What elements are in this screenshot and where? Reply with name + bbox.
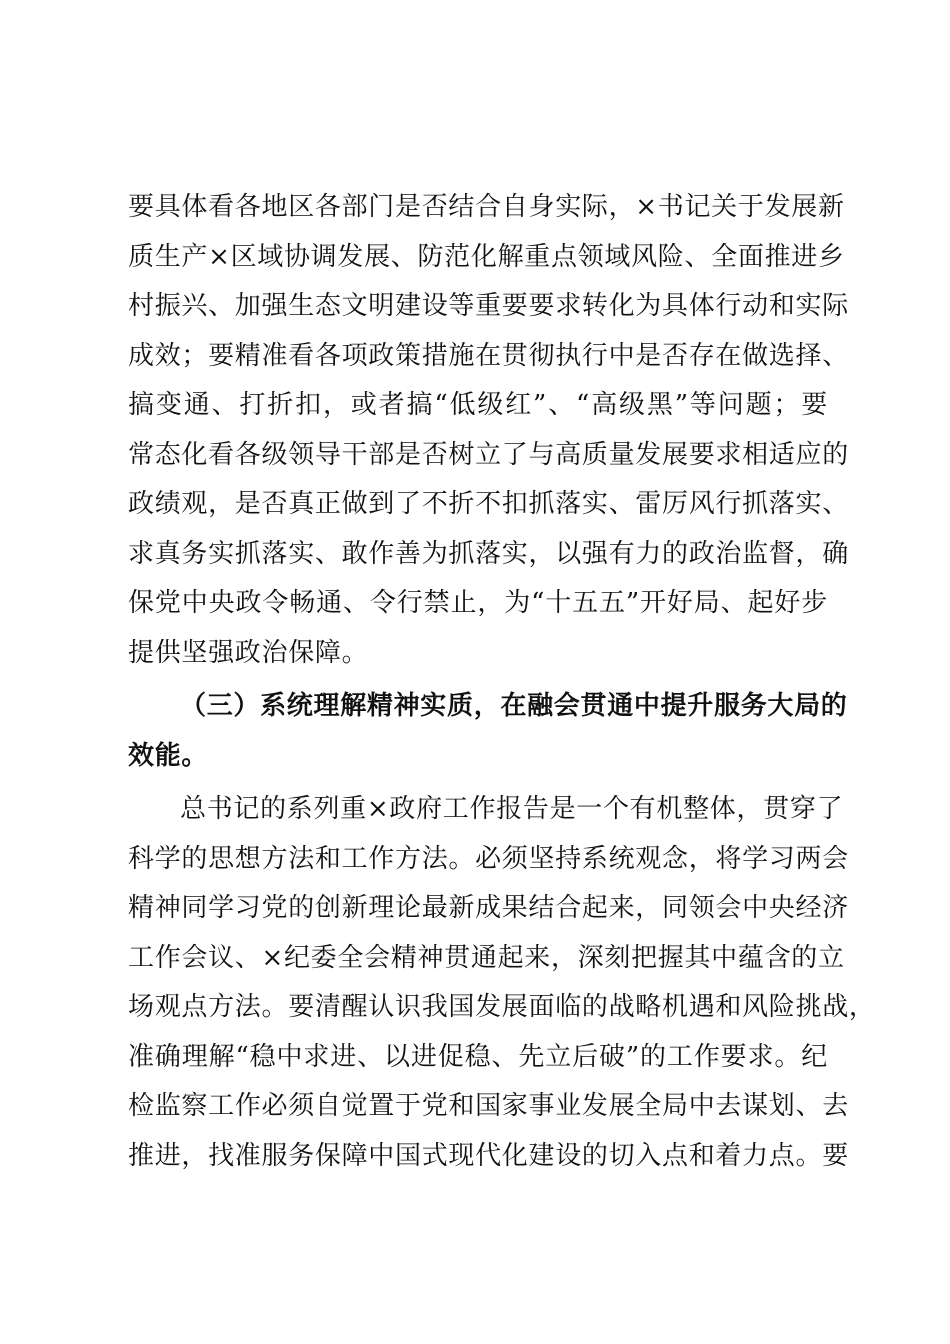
body-text-line: 工作会议、×纪委全会精神贯通起来，深刻把握其中蕴含的立 (128, 942, 845, 973)
body-text-line: 推进，找准服务保障中国式现代化建设的切入点和着力点。要 (128, 1140, 849, 1171)
body-text-line: 准确理解“稳中求进、以进促稳、先立后破”的工作要求。纪 (128, 1041, 828, 1072)
section-heading: 效能。 (128, 740, 209, 771)
section-heading: （三）系统理解精神实质，在融会贯通中提升服务大局的 (180, 691, 848, 721)
body-text-line: 要具体看各地区各部门是否结合自身实际，×书记关于发展新 (128, 192, 845, 222)
body-text-line: 总书记的系列重×政府工作报告是一个有机整体，贯穿了 (180, 794, 844, 824)
body-text-line: 村振兴、加强生态文明建设等重要要求转化为具体行动和实际 (128, 291, 849, 321)
body-text-line: 场观点方法。要清醒认识我国发展面临的战略机遇和风险挑战， (128, 992, 876, 1022)
body-text-line: 检监察工作必须自觉置于党和国家事业发展全局中去谋划、去 (128, 1091, 849, 1121)
body-text-line: 精神同学习党的创新理论最新成果结合起来，同领会中央经济 (128, 893, 849, 923)
body-text-line: 政绩观，是否真正做到了不折不扣抓落实、雷厉风行抓落实、 (128, 489, 849, 519)
body-text-line: 质生产×区域协调发展、防范化解重点领域风险、全面推进乡 (128, 241, 845, 272)
body-text-line: 成效；要精准看各项政策措施在贯彻执行中是否存在做选择、 (128, 340, 849, 371)
body-text-line: 提供坚强政治保障。 (128, 637, 369, 668)
body-text-line: 搞变通、打折扣，或者搞“低级红”、“高级黑”等问题；要 (128, 390, 828, 420)
body-text-line: 常态化看各级领导干部是否树立了与高质量发展要求相适应的 (128, 439, 849, 470)
body-text-line: 保党中央政令畅通、令行禁止，为“十五五”开好局、起好步 (128, 588, 828, 618)
body-text-line: 科学的思想方法和工作方法。必须坚持系统观念，将学习两会 (128, 843, 849, 874)
document-body (128, 183, 876, 1181)
body-text-line: 求真务实抓落实、敢作善为抓落实，以强有力的政治监督，确 (128, 538, 849, 569)
